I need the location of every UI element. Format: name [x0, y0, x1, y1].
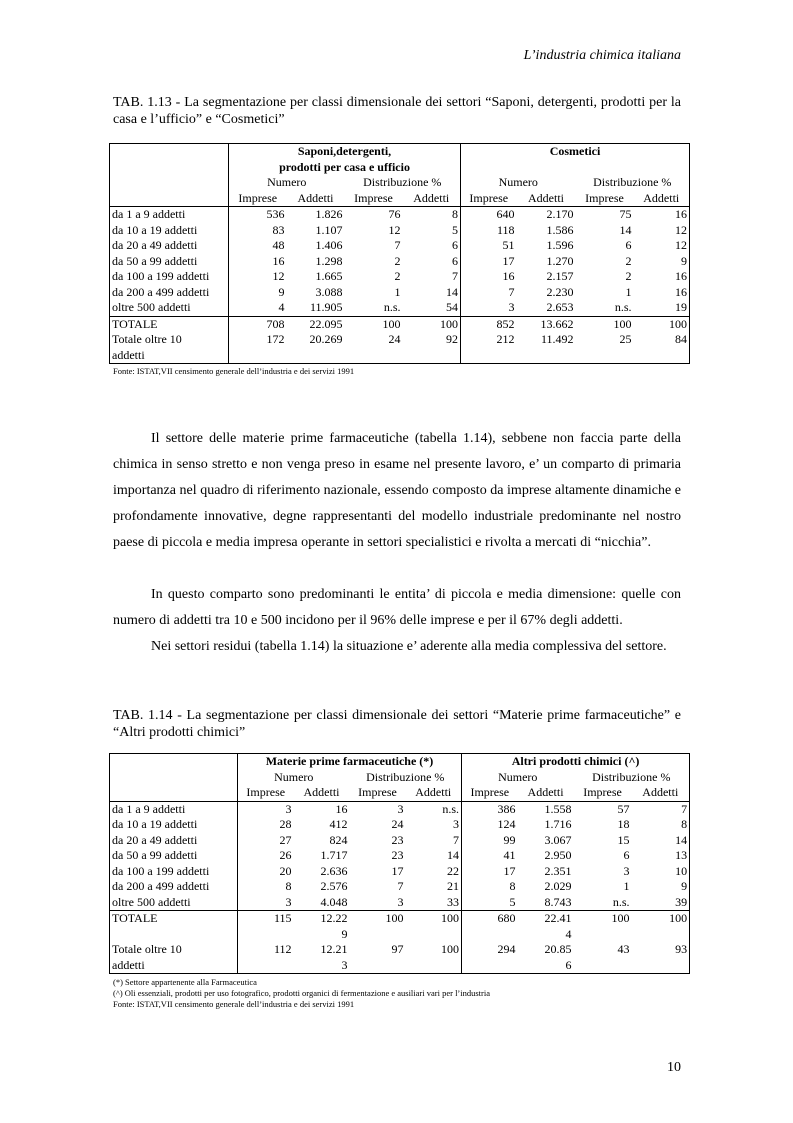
table-row: da 50 a 99 addetti 16 1.298 2 6 17 1.270 2 9	[112, 253, 688, 268]
group-header-altri-prodotti: Altri prodotti chimici (^)	[462, 754, 690, 770]
table-row-oltre-10: Totale oltre 10 addetti 112 12.21 3 97 100 294 20.85 6 43 93	[112, 942, 688, 972]
subheader-numero: Numero	[229, 175, 345, 191]
col-addetti: Addetti	[415, 785, 452, 799]
col-addetti: Addetti	[413, 190, 450, 205]
col-imprese: Imprese	[358, 785, 397, 799]
col-imprese: Imprese	[238, 785, 294, 801]
footnote-altri-prodotti: (^) Oli essenziali, prodotti per uso fotografico, prodotti organici di fermentazione e ausiliari vari per l’industria	[113, 988, 491, 998]
col-addetti: Addetti	[642, 785, 679, 799]
col-addetti: Addetti	[643, 190, 680, 205]
table-row: da 200 a 499 addetti 9 3.088 1 14 7 2.230 1 16	[112, 284, 688, 299]
paragraph-1: Il settore delle materie prime farmaceutiche (tabella 1.14), sebbene non faccia parte della chimica in senso stretto e non venga preso in esame nel presente lavoro, e’ un comparto di primaria importanza nel quadro di riferimento nazionale, essendo composto da imprese altamente dinamiche e profondamente innovative, degne rappresentanti del modello industriale predominante nel nostro paese di piccola e media impresa operante in settori specialistici e rivolta a mercati di “nicchia”.	[113, 431, 681, 550]
paragraph-3: Nei settori residui (tabella 1.14) la situazione e’ aderente alla media complessiva del settore.	[151, 639, 667, 654]
table-row: da 50 a 99 addetti 26 1.717 23 14 41 2.950 6 13	[112, 848, 688, 862]
table-row-oltre-10: Totale oltre 10 addetti 172 20.269 24 92 212 11.492 25 84	[112, 332, 688, 362]
table-row-totale: TOTALE 708 22.095 100 100 852 13.662 100 100	[110, 316, 690, 332]
group-header-materie-prime: Materie prime farmaceutiche (*)	[238, 754, 462, 770]
table-row: da 200 a 499 addetti 8 2.576 7 21 8 2.029 1 9	[112, 879, 688, 893]
table-row: oltre 500 addetti 3 4.048 3 33 5 8.743 n.s. 39	[112, 894, 688, 909]
table-row: da 100 a 199 addetti 20 2.636 17 22 17 2.351 3 10	[112, 863, 688, 878]
table-1-13	[109, 143, 690, 364]
table-row: da 10 a 19 addetti 28 412 24 3 124 1.716 18 8	[112, 817, 688, 831]
col-addetti: Addetti	[527, 785, 564, 799]
subheader-distribuzione: Distribuzione %	[592, 769, 671, 784]
col-imprese: Imprese	[461, 191, 517, 207]
subheader-numero: Numero	[238, 770, 350, 786]
table-row: da 20 a 49 addetti 48 1.406 7 6 51 1.596 6 12	[112, 238, 688, 252]
col-imprese: Imprese	[354, 190, 393, 205]
table-row: da 10 a 19 addetti 83 1.107 12 5 118 1.586 14 12	[112, 222, 688, 237]
running-header: L’industria chimica italiana	[523, 48, 681, 63]
col-addetti: Addetti	[297, 190, 334, 205]
table-1-14-notes	[113, 977, 490, 1010]
col-imprese: Imprese	[585, 190, 624, 205]
table-row: da 1 a 9 addetti 3 16 3 n.s. 386 1.558 57 7	[112, 801, 688, 816]
subheader-numero: Numero	[462, 770, 574, 786]
table-row: oltre 500 addetti 4 11.905 n.s. 54 3 2.653 n.s. 19	[112, 300, 688, 314]
group-header-cosmetici: Cosmetici	[461, 144, 690, 176]
paragraph-2: In questo comparto sono predominanti le entita’ di piccola e media dimensione: quelle con numero di addetti tra 10 e 500 incidono per il 96% delle imprese e per il 67% degli addetti.	[113, 587, 681, 628]
table-row: da 100 a 199 addetti 12 1.665 2 7 16 2.157 2 16	[112, 269, 688, 283]
table-row-totale: TOTALE 115 12.22 9 100 100 680 22.41 4 100 100	[110, 911, 690, 943]
footnote-materie-prime: (*) Settore appartenente alla Farmaceutica	[113, 977, 257, 987]
table-1-13-caption: TAB. 1.13 - La segmentazione per classi dimensionale dei settori “Saponi, detergenti, prodotti per la casa e l’ufficio” e “Cosmetici”	[113, 95, 681, 127]
table-row: da 1 a 9 addetti 536 1.826 76 8 640 2.170 75 16	[112, 207, 688, 221]
table-1-14	[109, 753, 690, 974]
group-header-saponi: Saponi,detergenti, prodotti per casa e ufficio	[229, 144, 461, 176]
table-1-14-caption: TAB. 1.14 - La segmentazione per classi dimensionale dei settori “Materie prime farmaceutiche” e “Altri prodotti chimici”	[113, 708, 681, 740]
table-1-13-source: Fonte: ISTAT,VII censimento generale dell’industria e dei servizi 1991	[113, 366, 355, 376]
col-imprese: Imprese	[229, 191, 287, 207]
header-corner	[110, 144, 229, 176]
subheader-distribuzione: Distribuzione %	[366, 769, 445, 784]
header-corner	[110, 754, 238, 770]
table-1-14-source: Fonte: ISTAT,VII censimento generale dell’industria e dei servizi 1991	[113, 999, 355, 1009]
col-imprese: Imprese	[462, 785, 518, 801]
col-addetti: Addetti	[528, 190, 564, 205]
subheader-numero: Numero	[461, 175, 576, 191]
col-imprese: Imprese	[583, 785, 622, 799]
page-number: 10	[667, 1060, 681, 1075]
subheader-distribuzione: Distribuzione %	[363, 175, 442, 189]
table-row: da 20 a 49 addetti 27 824 23 7 99 3.067 15 14	[112, 832, 688, 847]
subheader-distribuzione: Distribuzione %	[593, 175, 672, 189]
col-addetti: Addetti	[303, 785, 340, 799]
